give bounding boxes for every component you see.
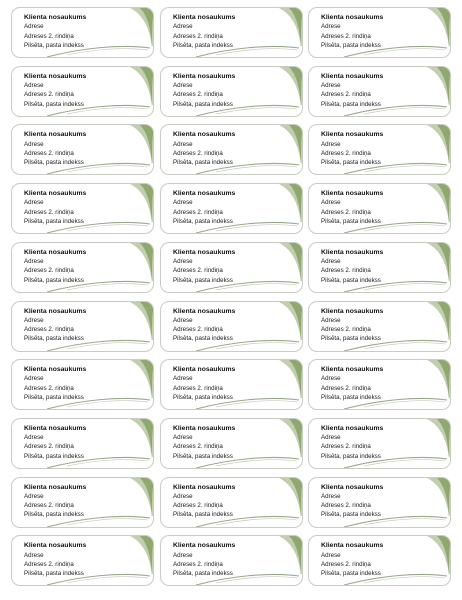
address-line: Adrese <box>24 434 44 442</box>
city-postcode: Pilsēta, pasta indekss <box>321 335 381 343</box>
address-line-2: Adreses 2. rindiņa <box>321 208 371 216</box>
customer-name: Klienta nosaukums <box>24 72 87 80</box>
address-label <box>11 301 154 352</box>
label-text <box>321 307 383 344</box>
label-text <box>173 130 235 167</box>
address-line: Adrese <box>321 140 341 148</box>
customer-name: Klienta nosaukums <box>321 72 384 80</box>
address-line: Adrese <box>321 316 341 324</box>
address-line: Adrese <box>24 375 44 383</box>
label-text <box>24 72 86 109</box>
city-postcode: Pilsēta, pasta indekss <box>321 570 381 578</box>
address-label <box>160 477 303 528</box>
address-line-2: Adreses 2. rindiņa <box>24 443 74 451</box>
city-postcode: Pilsēta, pasta indekss <box>24 276 84 284</box>
address-line-2: Adreses 2. rindiņa <box>321 91 371 99</box>
city-postcode: Pilsēta, pasta indekss <box>24 217 84 225</box>
label-text <box>321 72 383 109</box>
label-text <box>321 130 383 167</box>
label-text <box>173 365 235 402</box>
city-postcode: Pilsēta, pasta indekss <box>24 159 84 167</box>
address-line-2: Adreses 2. rindiņa <box>24 149 74 157</box>
address-label <box>160 183 303 234</box>
label-text <box>24 130 86 167</box>
address-line-2: Adreses 2. rindiņa <box>321 502 371 510</box>
city-postcode: Pilsēta, pasta indekss <box>173 452 233 460</box>
customer-name: Klienta nosaukums <box>321 542 384 550</box>
customer-name: Klienta nosaukums <box>321 14 384 21</box>
address-label <box>160 535 303 586</box>
address-line-2: Adreses 2. rindiņa <box>173 560 223 568</box>
customer-name: Klienta nosaukums <box>321 366 384 374</box>
address-label <box>11 183 154 234</box>
city-postcode: Pilsēta, pasta indekss <box>24 570 84 578</box>
customer-name: Klienta nosaukums <box>321 248 384 256</box>
city-postcode: Pilsēta, pasta indekss <box>24 100 84 108</box>
customer-name: Klienta nosaukums <box>24 424 87 432</box>
label-text <box>173 541 235 578</box>
label-text <box>321 13 383 50</box>
address-line: Adrese <box>321 551 341 559</box>
address-line: Adrese <box>24 551 44 559</box>
city-postcode: Pilsēta, pasta indekss <box>173 41 233 49</box>
address-label <box>308 7 451 58</box>
address-line: Adrese <box>321 258 341 266</box>
label-text <box>24 424 86 461</box>
label-text <box>321 483 383 520</box>
address-line-2: Adreses 2. rindiņa <box>173 326 223 334</box>
address-line-2: Adreses 2. rindiņa <box>173 502 223 510</box>
customer-name: Klienta nosaukums <box>173 366 236 374</box>
city-postcode: Pilsēta, pasta indekss <box>24 41 84 49</box>
address-label <box>308 183 451 234</box>
address-label <box>11 7 154 58</box>
address-label <box>160 124 303 175</box>
address-line-2: Adreses 2. rindiņa <box>24 208 74 216</box>
address-line: Adrese <box>24 316 44 324</box>
address-line-2: Adreses 2. rindiņa <box>173 149 223 157</box>
address-label <box>160 418 303 469</box>
customer-name: Klienta nosaukums <box>24 248 87 256</box>
label-text <box>321 248 383 285</box>
address-label <box>11 535 154 586</box>
label-text <box>173 189 235 226</box>
address-label <box>11 124 154 175</box>
customer-name: Klienta nosaukums <box>321 307 384 315</box>
address-line: Adrese <box>24 199 44 207</box>
address-label <box>160 66 303 117</box>
address-line: Adrese <box>24 140 44 148</box>
customer-name: Klienta nosaukums <box>24 307 87 315</box>
customer-name: Klienta nosaukums <box>24 131 87 139</box>
customer-name: Klienta nosaukums <box>173 131 236 139</box>
address-line-2: Adreses 2. rindiņa <box>24 560 74 568</box>
customer-name: Klienta nosaukums <box>24 542 87 550</box>
customer-name: Klienta nosaukums <box>173 248 236 256</box>
address-line: Adrese <box>173 23 193 31</box>
city-postcode: Pilsēta, pasta indekss <box>321 276 381 284</box>
city-postcode: Pilsēta, pasta indekss <box>173 100 233 108</box>
city-postcode: Pilsēta, pasta indekss <box>321 217 381 225</box>
address-line: Adrese <box>321 199 341 207</box>
label-text <box>173 72 235 109</box>
address-label <box>160 301 303 352</box>
label-text <box>24 365 86 402</box>
address-line: Adrese <box>173 140 193 148</box>
address-line-2: Adreses 2. rindiņa <box>173 384 223 392</box>
city-postcode: Pilsēta, pasta indekss <box>173 276 233 284</box>
city-postcode: Pilsēta, pasta indekss <box>321 511 381 519</box>
label-text <box>321 365 383 402</box>
customer-name: Klienta nosaukums <box>24 190 87 198</box>
city-postcode: Pilsēta, pasta indekss <box>24 511 84 519</box>
address-line: Adrese <box>173 316 193 324</box>
address-label <box>308 359 451 410</box>
address-line: Adrese <box>173 375 193 383</box>
city-postcode: Pilsēta, pasta indekss <box>173 159 233 167</box>
address-line-2: Adreses 2. rindiņa <box>24 326 74 334</box>
label-text <box>173 483 235 520</box>
customer-name: Klienta nosaukums <box>321 483 384 491</box>
label-text <box>173 307 235 344</box>
address-label <box>160 242 303 293</box>
address-line-2: Adreses 2. rindiņa <box>173 91 223 99</box>
address-line-2: Adreses 2. rindiņa <box>321 149 371 157</box>
label-text <box>173 13 235 50</box>
address-line-2: Adreses 2. rindiņa <box>321 32 371 40</box>
customer-name: Klienta nosaukums <box>321 131 384 139</box>
address-line-2: Adreses 2. rindiņa <box>173 267 223 275</box>
address-line: Adrese <box>321 492 341 500</box>
address-line: Adrese <box>321 375 341 383</box>
address-label <box>308 301 451 352</box>
address-line-2: Adreses 2. rindiņa <box>24 502 74 510</box>
city-postcode: Pilsēta, pasta indekss <box>321 41 381 49</box>
address-label <box>11 359 154 410</box>
address-line: Adrese <box>24 492 44 500</box>
address-line: Adrese <box>173 434 193 442</box>
city-postcode: Pilsēta, pasta indekss <box>24 452 84 460</box>
city-postcode: Pilsēta, pasta indekss <box>321 452 381 460</box>
address-line-2: Adreses 2. rindiņa <box>321 443 371 451</box>
address-label <box>11 418 154 469</box>
address-label <box>308 66 451 117</box>
address-line-2: Adreses 2. rindiņa <box>173 32 223 40</box>
address-label <box>160 359 303 410</box>
address-label <box>308 418 451 469</box>
address-line-2: Adreses 2. rindiņa <box>24 384 74 392</box>
customer-name: Klienta nosaukums <box>173 307 236 315</box>
customer-name: Klienta nosaukums <box>24 366 87 374</box>
city-postcode: Pilsēta, pasta indekss <box>321 100 381 108</box>
customer-name: Klienta nosaukums <box>173 424 236 432</box>
address-line: Adrese <box>173 492 193 500</box>
city-postcode: Pilsēta, pasta indekss <box>321 159 381 167</box>
address-line: Adrese <box>321 434 341 442</box>
address-label <box>308 242 451 293</box>
city-postcode: Pilsēta, pasta indekss <box>24 394 84 402</box>
city-postcode: Pilsēta, pasta indekss <box>24 335 84 343</box>
label-text <box>24 483 86 520</box>
label-text <box>321 189 383 226</box>
address-line: Adrese <box>24 81 44 89</box>
address-label <box>11 242 154 293</box>
label-text <box>24 13 86 50</box>
city-postcode: Pilsēta, pasta indekss <box>173 217 233 225</box>
customer-name: Klienta nosaukums <box>24 483 87 491</box>
customer-name: Klienta nosaukums <box>173 483 236 491</box>
label-text <box>173 248 235 285</box>
address-line-2: Adreses 2. rindiņa <box>173 208 223 216</box>
address-line-2: Adreses 2. rindiņa <box>24 267 74 275</box>
address-line: Adrese <box>321 23 341 31</box>
city-postcode: Pilsēta, pasta indekss <box>173 394 233 402</box>
address-line: Adrese <box>321 81 341 89</box>
address-label <box>11 66 154 117</box>
address-label <box>11 477 154 528</box>
address-label <box>160 7 303 58</box>
address-line: Adrese <box>173 258 193 266</box>
city-postcode: Pilsēta, pasta indekss <box>173 511 233 519</box>
address-line-2: Adreses 2. rindiņa <box>24 32 74 40</box>
label-text <box>24 189 86 226</box>
customer-name: Klienta nosaukums <box>173 190 236 198</box>
address-line-2: Adreses 2. rindiņa <box>24 91 74 99</box>
address-line: Adrese <box>173 199 193 207</box>
city-postcode: Pilsēta, pasta indekss <box>173 570 233 578</box>
city-postcode: Pilsēta, pasta indekss <box>321 394 381 402</box>
address-line: Adrese <box>24 258 44 266</box>
label-text <box>173 424 235 461</box>
address-line-2: Adreses 2. rindiņa <box>321 267 371 275</box>
label-text <box>24 541 86 578</box>
address-line: Adrese <box>173 81 193 89</box>
address-line-2: Adreses 2. rindiņa <box>173 443 223 451</box>
address-label <box>308 124 451 175</box>
address-line: Adrese <box>173 551 193 559</box>
customer-name: Klienta nosaukums <box>321 424 384 432</box>
address-line-2: Adreses 2. rindiņa <box>321 326 371 334</box>
customer-name: Klienta nosaukums <box>321 190 384 198</box>
customer-name: Klienta nosaukums <box>173 14 236 21</box>
address-line: Adrese <box>24 23 44 31</box>
address-label <box>308 477 451 528</box>
address-line-2: Adreses 2. rindiņa <box>321 560 371 568</box>
label-text <box>321 424 383 461</box>
label-text <box>24 307 86 344</box>
address-label <box>308 535 451 586</box>
address-line-2: Adreses 2. rindiņa <box>321 384 371 392</box>
customer-name: Klienta nosaukums <box>24 14 87 21</box>
label-text <box>321 541 383 578</box>
label-text <box>24 248 86 285</box>
customer-name: Klienta nosaukums <box>173 542 236 550</box>
city-postcode: Pilsēta, pasta indekss <box>173 335 233 343</box>
customer-name: Klienta nosaukums <box>173 72 236 80</box>
